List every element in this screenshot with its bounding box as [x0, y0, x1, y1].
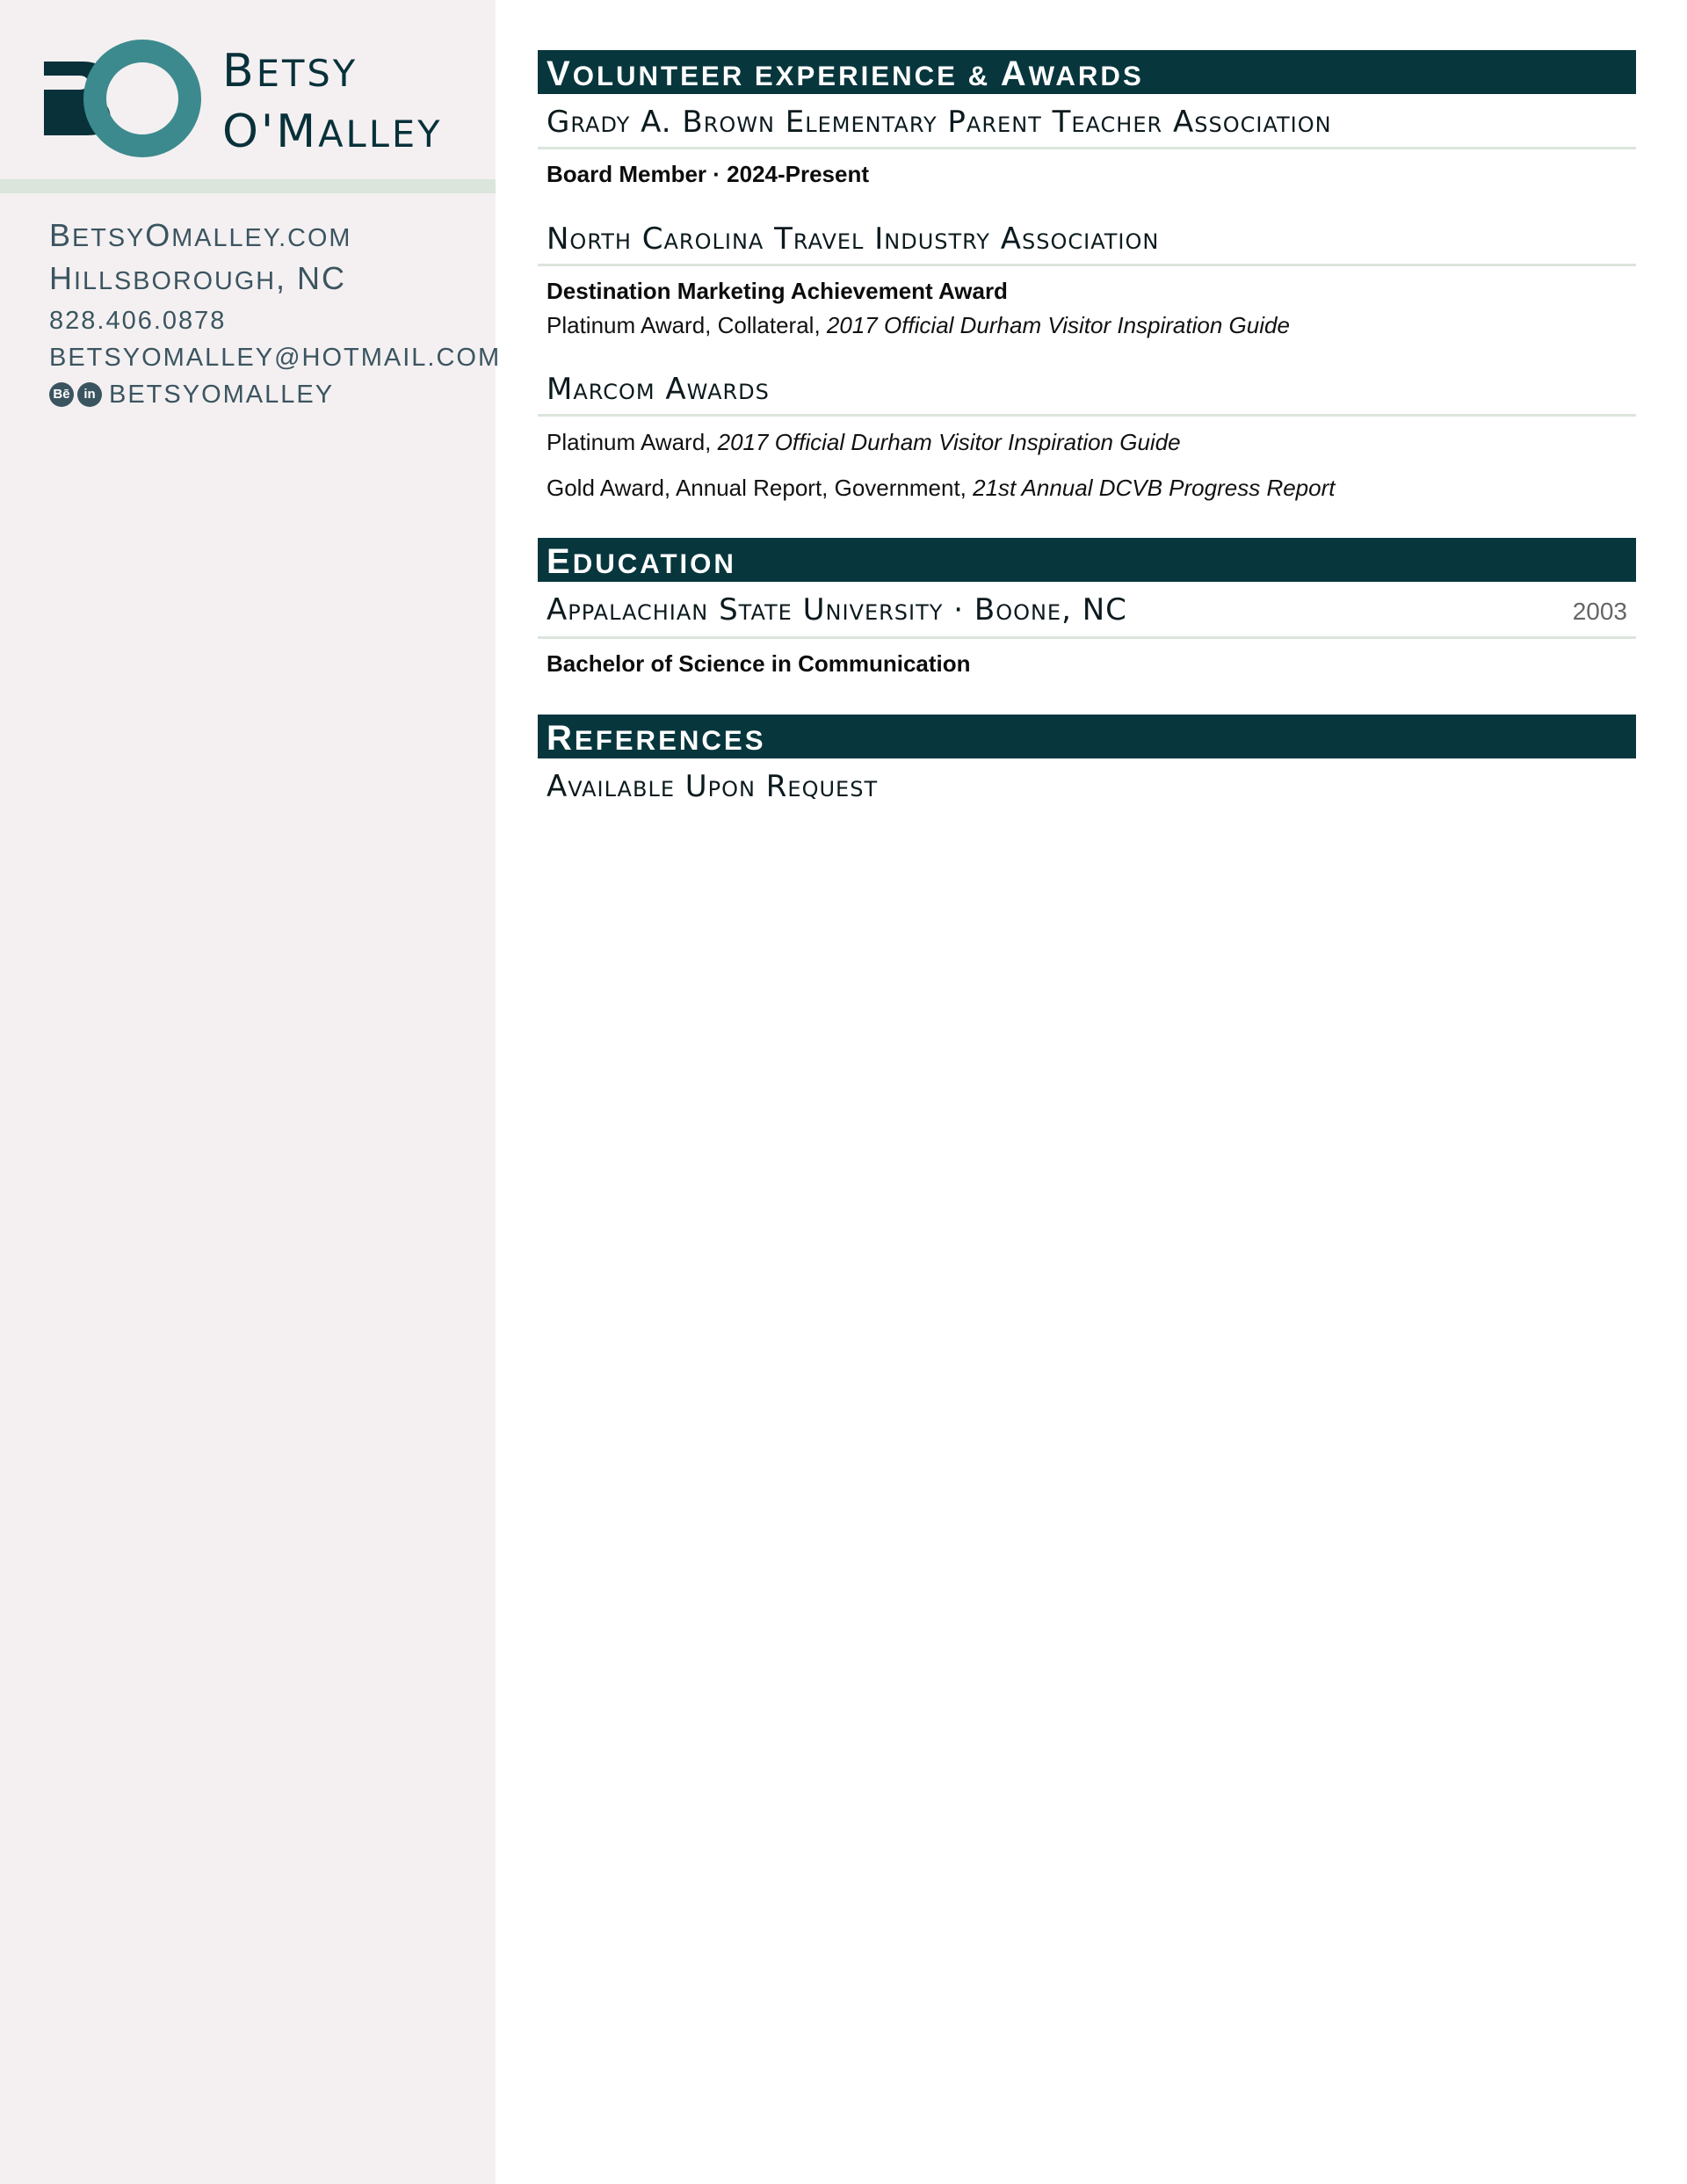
behance-icon[interactable]: Bē	[49, 382, 74, 407]
contact-block	[49, 214, 501, 413]
references-text: Available Upon Request	[547, 769, 879, 804]
section-heading-references: REFERENCES	[538, 715, 1636, 758]
last-name: O'MALLEY	[222, 105, 443, 158]
education-school-row	[538, 582, 1636, 639]
org-ncta-name: North Carolina Travel Industry Association	[547, 221, 1160, 257]
website-link[interactable]: BETSYOMALLEY.COM	[49, 217, 352, 253]
phone-number[interactable]: 828.406.0878	[49, 307, 227, 335]
org-marcom	[538, 361, 1636, 417]
graduation-year: 2003	[1572, 598, 1627, 625]
email-link[interactable]: BETSYOMALLEY@HOTMAIL.COM	[49, 344, 502, 372]
marcom-award-2: Gold Award, Annual Report, Government, 21st Annual DCVB Progress Report	[547, 475, 1336, 501]
references-text-row	[538, 758, 1636, 811]
org-pta-name: Grady A. Brown Elementary Parent Teacher Association	[547, 105, 1332, 140]
sidebar	[0, 0, 502, 2184]
org-marcom-name: Marcom Awards	[547, 372, 770, 407]
org-ncta	[538, 211, 1636, 266]
name-block	[222, 42, 443, 163]
section-heading-volunteer: VOLUNTEER EXPERIENCE & AWARDS	[538, 50, 1636, 94]
bo-logo-mark	[44, 37, 202, 160]
section-heading-education: EDUCATION	[538, 538, 1636, 582]
social-handle-row	[49, 376, 501, 413]
ncta-award-title: Destination Marketing Achievement Award	[547, 278, 1008, 304]
sidebar-divider	[0, 179, 496, 193]
school-name: Appalachian State University · Boone, NC	[547, 592, 1127, 628]
degree: Bachelor of Science in Communication	[547, 650, 971, 677]
marcom-award-1: Platinum Award, 2017 Official Durham Visitor Inspiration Guide	[547, 429, 1181, 455]
org-pta-role: Board Member · 2024-Present	[547, 161, 870, 187]
linkedin-icon[interactable]: in	[77, 382, 102, 407]
org-pta	[538, 94, 1636, 149]
social-handle[interactable]: BETSYOMALLEY	[109, 381, 335, 409]
logo-letter-o	[95, 51, 190, 146]
location: HILLSBOROUGH, NC	[49, 260, 347, 296]
ncta-award-detail: Platinum Award, Collateral, 2017 Official Durham Visitor Inspiration Guide	[547, 312, 1290, 338]
main-content	[538, 50, 1636, 811]
first-name: BETSY	[222, 45, 358, 98]
